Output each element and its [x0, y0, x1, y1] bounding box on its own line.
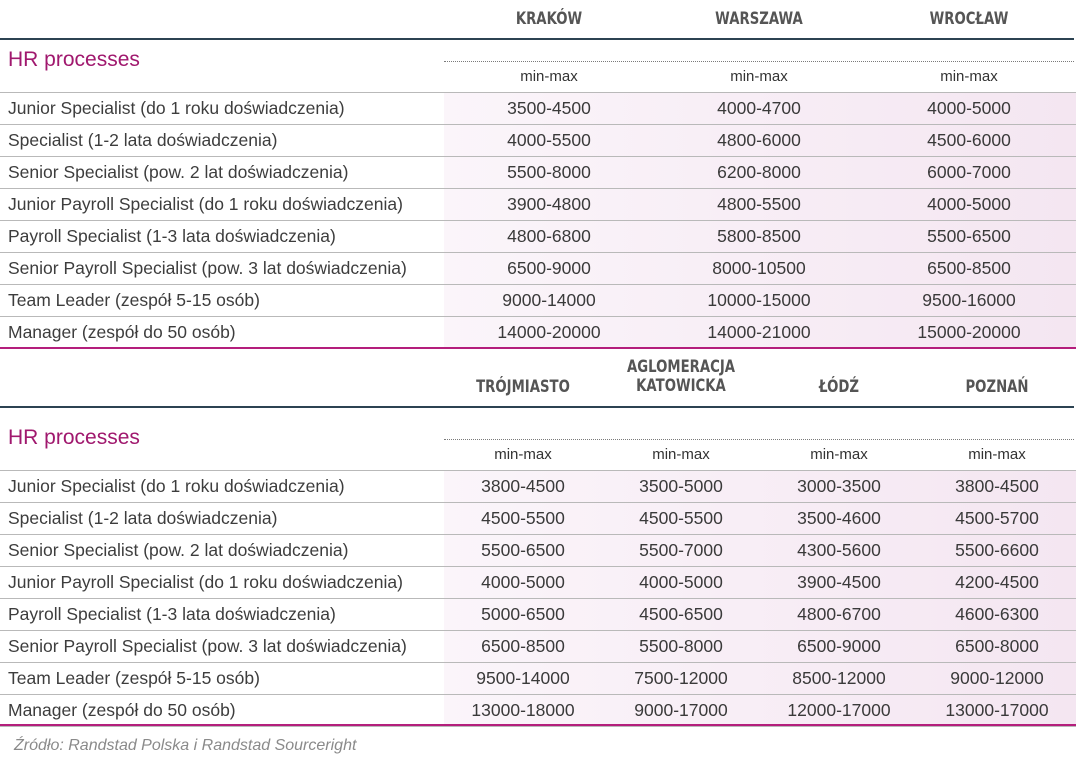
- salary-cell: 12000-17000: [787, 700, 891, 720]
- salary-cell: 4000-5500: [507, 130, 591, 150]
- minmax-label: min-max: [810, 446, 868, 463]
- row-label: Team Leader (zespół 5-15 osób): [8, 668, 260, 688]
- salary-cell: 4000-5000: [639, 572, 723, 592]
- salary-cell: 6500-9000: [507, 258, 591, 278]
- salary-cell: 4500-6500: [639, 604, 723, 624]
- table-row: [0, 125, 1076, 157]
- salary-cell: 4000-5000: [481, 572, 565, 592]
- salary-cell: 7500-12000: [634, 668, 728, 688]
- salary-cell: 8000-10500: [712, 258, 806, 278]
- salary-cell: 4000-5000: [927, 98, 1011, 118]
- source-note: Źródło: Randstad Polska i Randstad Sourceright: [14, 737, 357, 754]
- row-label: Junior Specialist (do 1 roku doświadczenia): [8, 98, 345, 118]
- row-label: Team Leader (zespół 5-15 osób): [8, 290, 260, 310]
- row-label: Senior Specialist (pow. 2 lat doświadczenia): [8, 540, 349, 560]
- row-label: Manager (zespół do 50 osób): [8, 322, 236, 342]
- table-row: [0, 695, 1076, 727]
- salary-cell: 5500-6500: [927, 226, 1011, 246]
- row-label: Specialist (1-2 lata doświadczenia): [8, 130, 278, 150]
- city-header-krakow: KRAKÓW: [515, 9, 583, 29]
- city-header-warszawa: WARSZAWA: [715, 9, 803, 29]
- minmax-label: min-max: [730, 68, 788, 85]
- table-row: [0, 503, 1076, 535]
- salary-cell: 5800-8500: [717, 226, 801, 246]
- city-header-poznan: POZNAŃ: [965, 377, 1029, 397]
- salary-cell: 3900-4500: [797, 572, 881, 592]
- salary-cell: 4800-6800: [507, 226, 591, 246]
- salary-cell: 13000-18000: [471, 700, 575, 720]
- salary-cell: 4500-5500: [481, 508, 565, 528]
- salary-cell: 6500-8500: [481, 636, 565, 656]
- row-label: Junior Payroll Specialist (do 1 roku doświadczenia): [8, 194, 403, 214]
- salary-cell: 9000-12000: [950, 668, 1044, 688]
- salary-cell: 10000-15000: [707, 290, 811, 310]
- salary-cell: 3500-4600: [797, 508, 881, 528]
- dotted-rule: [444, 439, 1074, 440]
- minmax-label: min-max: [494, 446, 552, 463]
- table-row: [0, 599, 1076, 631]
- salary-table-1: [0, 0, 1076, 350]
- salary-cell: 4800-5500: [717, 194, 801, 214]
- salary-cell: 13000-17000: [945, 700, 1049, 720]
- table-end-rule: [0, 347, 1076, 349]
- table-row: [0, 221, 1076, 253]
- salary-cell: 14000-20000: [497, 322, 601, 342]
- salary-cell: 4500-5500: [639, 508, 723, 528]
- table-row: [0, 189, 1076, 221]
- city-header-wroclaw: WROCŁAW: [929, 9, 1009, 29]
- minmax-label: min-max: [520, 68, 578, 85]
- row-label: Payroll Specialist (1-3 lata doświadczenia): [8, 604, 336, 624]
- salary-cell: 5500-8000: [639, 636, 723, 656]
- header-rule: [0, 38, 1074, 40]
- salary-cell: 6200-8000: [717, 162, 801, 182]
- table-row: [0, 535, 1076, 567]
- table-row: [0, 567, 1076, 599]
- salary-cell: 3800-4500: [955, 476, 1039, 496]
- salary-cell: 4800-6000: [717, 130, 801, 150]
- salary-cell: 4000-4700: [717, 98, 801, 118]
- table-row: [0, 631, 1076, 663]
- minmax-label: min-max: [968, 446, 1026, 463]
- row-label: Specialist (1-2 lata doświadczenia): [8, 508, 278, 528]
- salary-cell: 6500-8500: [927, 258, 1011, 278]
- salary-cell: 5500-8000: [507, 162, 591, 182]
- minmax-label: min-max: [652, 446, 710, 463]
- row-label: Junior Payroll Specialist (do 1 roku doświadczenia): [8, 572, 403, 592]
- salary-cell: 4000-5000: [927, 194, 1011, 214]
- table-row: [0, 157, 1076, 189]
- row-label: Senior Specialist (pow. 2 lat doświadczenia): [8, 162, 349, 182]
- salary-cell: 3500-4500: [507, 98, 591, 118]
- header-rule: [0, 406, 1074, 408]
- table-end-rule: [0, 724, 1076, 726]
- salary-cell: 6500-9000: [797, 636, 881, 656]
- salary-cell: 3000-3500: [797, 476, 881, 496]
- salary-cell: 9000-17000: [634, 700, 728, 720]
- salary-cell: 9500-14000: [476, 668, 570, 688]
- salary-cell: 15000-20000: [917, 322, 1021, 342]
- table-row: [0, 285, 1076, 317]
- salary-cell: 9000-14000: [502, 290, 596, 310]
- dotted-rule: [444, 61, 1074, 62]
- salary-cell: 4600-6300: [955, 604, 1039, 624]
- row-label: Senior Payroll Specialist (pow. 3 lat doświadczenia): [8, 636, 407, 656]
- section-title: HR processes: [8, 426, 140, 449]
- salary-cell: 4800-6700: [797, 604, 881, 624]
- table-row: [0, 663, 1076, 695]
- section-title: HR processes: [8, 48, 140, 71]
- city-header-trojmiasto: TRÓJMIASTO: [476, 377, 570, 397]
- table-row: [0, 317, 1076, 349]
- salary-cell: 6000-7000: [927, 162, 1011, 182]
- salary-cell: 3800-4500: [481, 476, 565, 496]
- city-header-lodz: ŁÓDŹ: [819, 377, 859, 397]
- salary-cell: 4500-6000: [927, 130, 1011, 150]
- salary-cell: 5500-6500: [481, 540, 565, 560]
- salary-table-2: [0, 350, 1076, 730]
- table-row: [0, 253, 1076, 285]
- row-label: Payroll Specialist (1-3 lata doświadczenia): [8, 226, 336, 246]
- city-header-aglomeracja-katowicka: AGLOMERACJA KATOWICKA: [626, 357, 736, 396]
- salary-cell: 4500-5700: [955, 508, 1039, 528]
- salary-cell: 8500-12000: [792, 668, 886, 688]
- row-label: Senior Payroll Specialist (pow. 3 lat doświadczenia): [8, 258, 407, 278]
- table-row: [0, 93, 1076, 125]
- minmax-label: min-max: [940, 68, 998, 85]
- table-row: [0, 471, 1076, 503]
- salary-cell: 6500-8000: [955, 636, 1039, 656]
- salary-cell: 5500-7000: [639, 540, 723, 560]
- salary-cell: 5000-6500: [481, 604, 565, 624]
- salary-cell: 5500-6600: [955, 540, 1039, 560]
- salary-cell: 4200-4500: [955, 572, 1039, 592]
- row-label: Manager (zespół do 50 osób): [8, 700, 236, 720]
- salary-cell: 14000-21000: [707, 322, 811, 342]
- salary-cell: 3500-5000: [639, 476, 723, 496]
- salary-cell: 9500-16000: [922, 290, 1016, 310]
- salary-cell: 4300-5600: [797, 540, 881, 560]
- salary-cell: 3900-4800: [507, 194, 591, 214]
- row-label: Junior Specialist (do 1 roku doświadczenia): [8, 476, 345, 496]
